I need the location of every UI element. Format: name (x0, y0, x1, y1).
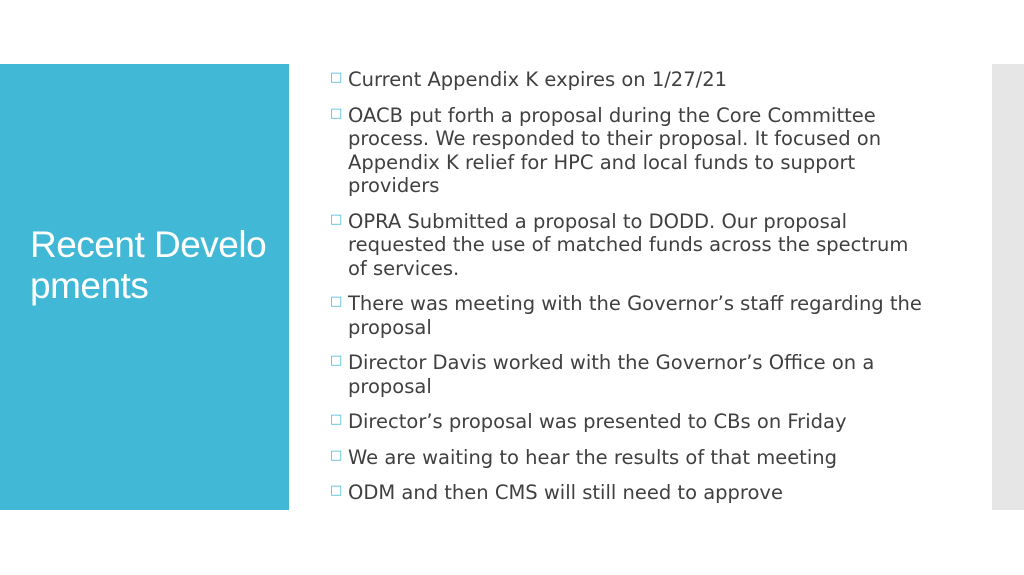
list-item (330, 210, 930, 281)
bullet-text: OACB put forth a proposal during the Core Committee process. We responded to their proposal. It focused on Appendix K relief for HPC and local funds to support providers (348, 103, 882, 197)
square-bullet-icon: □ (330, 353, 343, 368)
square-bullet-icon: □ (330, 412, 343, 427)
list-item (330, 104, 930, 198)
slide-title: Recent Developments (30, 224, 267, 306)
right-decorative-bar (992, 64, 1024, 510)
list-item (330, 481, 930, 505)
bullet-text: Director Davis worked with the Governor’s Office on a proposal (348, 351, 875, 398)
square-bullet-icon: □ (330, 447, 343, 463)
square-bullet-icon: □ (330, 294, 343, 309)
list-item (330, 68, 930, 92)
list-item (330, 292, 930, 339)
list-item (330, 446, 930, 470)
square-bullet-icon: □ (330, 211, 343, 227)
list-item (330, 410, 930, 434)
bullet-text: ODM and then CMS will still need to approve (348, 481, 783, 504)
square-bullet-icon: □ (330, 483, 343, 498)
bullet-text: Director’s proposal was presented to CBs on Friday (348, 410, 847, 433)
square-bullet-icon: □ (330, 105, 343, 121)
list-item (330, 351, 930, 398)
square-bullet-icon: □ (330, 70, 343, 85)
bullet-text: There was meeting with the Governor’s staff regarding the proposal (348, 292, 922, 339)
bullet-list (330, 68, 930, 517)
bullet-text: Current Appendix K expires on 1/27/21 (348, 68, 728, 91)
bullet-text: OPRA Submitted a proposal to DODD. Our proposal requested the use of matched funds across the spectrum of services. (348, 209, 909, 280)
bullet-text: We are waiting to hear the results of that meeting (348, 445, 837, 469)
